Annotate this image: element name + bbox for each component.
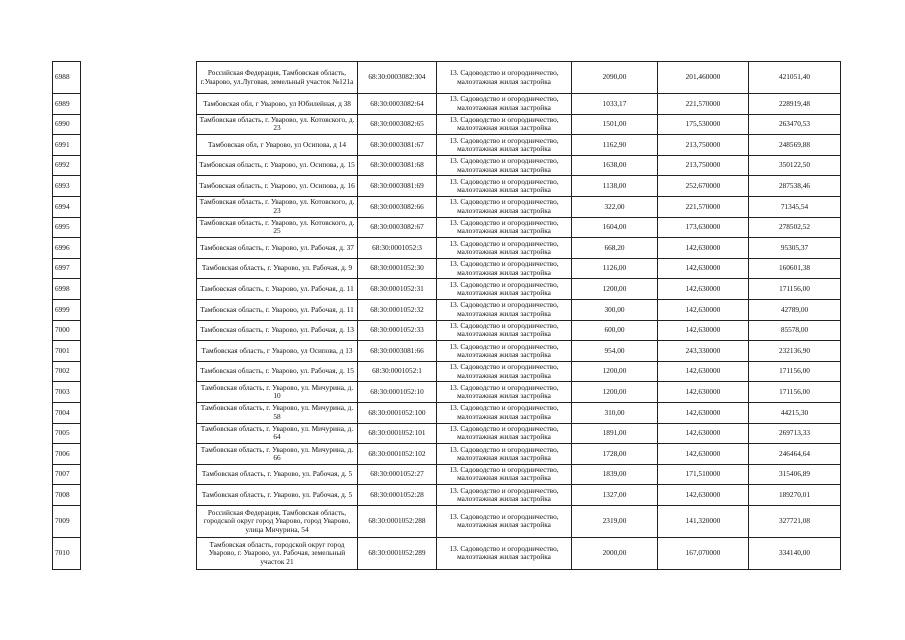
cadastral-value-cell: 85578,00 — [749, 320, 841, 341]
table-row — [53, 464, 841, 485]
cadastral-number-cell: 68:30:0003082:67 — [358, 217, 437, 238]
table-row — [53, 238, 841, 259]
address-cell: Тамбовская область, г. Уварово, ул. Мичурина, д. 10 — [197, 382, 358, 403]
spacer-cell — [81, 444, 197, 465]
permitted-use-cell: 13. Садоводство и огородничество, малоэтажная жилая застройка — [437, 444, 572, 465]
table-row — [53, 485, 841, 506]
permitted-use-cell: 13. Садоводство и огородничество, малоэтажная жилая застройка — [437, 258, 572, 279]
unit-value-cell: 175,530000 — [658, 114, 749, 135]
cadastral-value-cell: 44215,30 — [749, 402, 841, 423]
row-number: 7009 — [53, 505, 81, 537]
table-row — [53, 320, 841, 341]
cadastral-value-cell: 315406,89 — [749, 464, 841, 485]
cadastral-number-cell: 68:30:0001052:288 — [358, 505, 437, 537]
spacer-cell — [81, 341, 197, 362]
row-number: 7000 — [53, 320, 81, 341]
permitted-use-cell: 13. Садоводство и огородничество, малоэтажная жилая застройка — [437, 114, 572, 135]
cadastral-value-cell: 171156,00 — [749, 361, 841, 382]
area-cell: 1327,00 — [572, 485, 658, 506]
row-number: 6989 — [53, 94, 81, 115]
address-cell: Тамбовская область, г. Уварово, ул. Котовского, д. 25 — [197, 217, 358, 238]
spacer-cell — [81, 402, 197, 423]
address-cell: Тамбовская область, г. Уварово, ул. Рабочая, д. 11 — [197, 299, 358, 320]
row-number: 7006 — [53, 444, 81, 465]
area-cell: 1162,90 — [572, 135, 658, 156]
area-cell: 2319,00 — [572, 505, 658, 537]
cadastral-value-cell: 228919,48 — [749, 94, 841, 115]
address-cell: Тамбовская область, г. Уварово, ул. Мичурина, д. 58 — [197, 402, 358, 423]
cadastral-number-cell: 68:30:0003081:69 — [358, 176, 437, 197]
spacer-cell — [81, 135, 197, 156]
unit-value-cell: 221,570000 — [658, 94, 749, 115]
cadastral-number-cell: 68:30:0003082:65 — [358, 114, 437, 135]
row-number: 6993 — [53, 176, 81, 197]
cadastral-value-cell: 269713,33 — [749, 423, 841, 444]
cadastral-number-cell: 68:30:0001052:28 — [358, 485, 437, 506]
table-row — [53, 402, 841, 423]
spacer-cell — [81, 196, 197, 217]
cadastral-value-cell: 263470,53 — [749, 114, 841, 135]
address-cell: Тамбовская область, г. Уварово, ул. Мичурина, д. 64 — [197, 423, 358, 444]
row-number: 7005 — [53, 423, 81, 444]
spacer-cell — [81, 62, 197, 94]
unit-value-cell: 142,630000 — [658, 402, 749, 423]
permitted-use-cell: 13. Садоводство и огородничество, малоэтажная жилая застройка — [437, 341, 572, 362]
spacer-cell — [81, 94, 197, 115]
permitted-use-cell: 13. Садоводство и огородничество, малоэтажная жилая застройка — [437, 505, 572, 537]
permitted-use-cell: 13. Садоводство и огородничество, малоэтажная жилая застройка — [437, 464, 572, 485]
permitted-use-cell: 13. Садоводство и огородничество, малоэтажная жилая застройка — [437, 423, 572, 444]
permitted-use-cell: 13. Садоводство и огородничество, малоэтажная жилая застройка — [437, 299, 572, 320]
cadastral-value-cell: 421051,40 — [749, 62, 841, 94]
address-cell: Тамбовская область, г. Уварово, ул. Рабочая, д. 15 — [197, 361, 358, 382]
area-cell: 1604,00 — [572, 217, 658, 238]
unit-value-cell: 142,630000 — [658, 299, 749, 320]
unit-value-cell: 142,630000 — [658, 382, 749, 403]
cadastral-value-cell: 287538,46 — [749, 176, 841, 197]
cadastral-value-cell: 189270,01 — [749, 485, 841, 506]
unit-value-cell: 213,750000 — [658, 135, 749, 156]
cadastral-number-cell: 68:30:0003082:66 — [358, 196, 437, 217]
unit-value-cell: 142,630000 — [658, 423, 749, 444]
unit-value-cell: 142,630000 — [658, 320, 749, 341]
table-row — [53, 279, 841, 300]
cadastral-value-cell: 71345,54 — [749, 196, 841, 217]
spacer-cell — [81, 485, 197, 506]
row-number: 6992 — [53, 155, 81, 176]
cadastral-number-cell: 68:30:0001052:101 — [358, 423, 437, 444]
cadastral-value-cell: 350122,50 — [749, 155, 841, 176]
unit-value-cell: 243,330000 — [658, 341, 749, 362]
table-row — [53, 361, 841, 382]
area-cell: 300,00 — [572, 299, 658, 320]
cadastral-value-cell: 95305,37 — [749, 238, 841, 259]
table-row — [53, 217, 841, 238]
address-cell: Тамбовская обл, г Уварово, ул Осипова, д 14 — [197, 135, 358, 156]
row-number: 7010 — [53, 537, 81, 569]
table-row — [53, 341, 841, 362]
permitted-use-cell: 13. Садоводство и огородничество, малоэтажная жилая застройка — [437, 176, 572, 197]
area-cell: 2090,00 — [572, 62, 658, 94]
cadastral-number-cell: 68:30:0001052:33 — [358, 320, 437, 341]
permitted-use-cell: 13. Садоводство и огородничество, малоэтажная жилая застройка — [437, 537, 572, 569]
unit-value-cell: 142,630000 — [658, 485, 749, 506]
address-cell: Тамбовская область, городской округ город Уварово, г. Уварово, ул. Рабочая, земельный участок 21 — [197, 537, 358, 569]
area-cell: 1126,00 — [572, 258, 658, 279]
area-cell: 322,00 — [572, 196, 658, 217]
unit-value-cell: 142,630000 — [658, 361, 749, 382]
area-cell: 668,20 — [572, 238, 658, 259]
address-cell: Тамбовская область, г. Уварово, ул. Рабочая, д. 37 — [197, 238, 358, 259]
row-number: 6995 — [53, 217, 81, 238]
permitted-use-cell: 13. Садоводство и огородничество, малоэтажная жилая застройка — [437, 155, 572, 176]
unit-value-cell: 171,510000 — [658, 464, 749, 485]
table-row — [53, 94, 841, 115]
unit-value-cell: 141,320000 — [658, 505, 749, 537]
cadastral-value-cell: 246464,64 — [749, 444, 841, 465]
cadastral-number-cell: 68:30:0001052:1 — [358, 361, 437, 382]
cadastral-value-cell: 232136,90 — [749, 341, 841, 362]
permitted-use-cell: 13. Садоводство и огородничество, малоэтажная жилая застройка — [437, 485, 572, 506]
cadastral-number-cell: 68:30:0001052:289 — [358, 537, 437, 569]
unit-value-cell: 142,630000 — [658, 279, 749, 300]
address-cell: Тамбовская область, г. Уварово, ул. Осипова, д. 16 — [197, 176, 358, 197]
permitted-use-cell: 13. Садоводство и огородничество, малоэтажная жилая застройка — [437, 279, 572, 300]
row-number: 7007 — [53, 464, 81, 485]
permitted-use-cell: 13. Садоводство и огородничество, малоэтажная жилая застройка — [437, 217, 572, 238]
area-cell: 954,00 — [572, 341, 658, 362]
unit-value-cell: 213,750000 — [658, 155, 749, 176]
spacer-cell — [81, 279, 197, 300]
address-cell: Тамбовская область, г. Уварово, ул. Рабочая, д. 11 — [197, 279, 358, 300]
area-cell: 1200,00 — [572, 382, 658, 403]
row-number: 7002 — [53, 361, 81, 382]
permitted-use-cell: 13. Садоводство и огородничество, малоэтажная жилая застройка — [437, 135, 572, 156]
area-cell: 600,00 — [572, 320, 658, 341]
row-number: 7003 — [53, 382, 81, 403]
area-cell: 1200,00 — [572, 279, 658, 300]
cadastral-value-cell: 42789,00 — [749, 299, 841, 320]
unit-value-cell: 167,070000 — [658, 537, 749, 569]
area-cell: 1033,17 — [572, 94, 658, 115]
area-cell: 1638,00 — [572, 155, 658, 176]
permitted-use-cell: 13. Садоводство и огородничество, малоэтажная жилая застройка — [437, 238, 572, 259]
cadastral-value-cell: 171156,00 — [749, 382, 841, 403]
table-row — [53, 444, 841, 465]
table-row — [53, 62, 841, 94]
spacer-cell — [81, 382, 197, 403]
address-cell: Тамбовская область, г. Уварово, ул. Рабочая, д. 9 — [197, 258, 358, 279]
table-row — [53, 155, 841, 176]
table-row — [53, 135, 841, 156]
spacer-cell — [81, 114, 197, 135]
row-number: 6997 — [53, 258, 81, 279]
spacer-cell — [81, 320, 197, 341]
table-row — [53, 505, 841, 537]
table-row — [53, 299, 841, 320]
permitted-use-cell: 13. Садоводство и огородничество, малоэтажная жилая застройка — [437, 196, 572, 217]
table-row — [53, 382, 841, 403]
row-number: 6991 — [53, 135, 81, 156]
unit-value-cell: 142,630000 — [658, 444, 749, 465]
spacer-cell — [81, 464, 197, 485]
unit-value-cell: 221,570000 — [658, 196, 749, 217]
unit-value-cell: 142,630000 — [658, 238, 749, 259]
permitted-use-cell: 13. Садоводство и огородничество, малоэтажная жилая застройка — [437, 62, 572, 94]
area-cell: 310,00 — [572, 402, 658, 423]
table-row — [53, 258, 841, 279]
address-cell: Российская Федерация, Тамбовская область, городской округ город Уварово, город Уварово, улица Мичурина, 54 — [197, 505, 358, 537]
unit-value-cell: 201,460000 — [658, 62, 749, 94]
address-cell: Тамбовская область, г. Уварово, ул. Рабочая, д. 13 — [197, 320, 358, 341]
spacer-cell — [81, 176, 197, 197]
land-plot-table — [52, 61, 841, 570]
area-cell: 1728,00 — [572, 444, 658, 465]
cadastral-number-cell: 68:30:0001052:10 — [358, 382, 437, 403]
row-number: 6990 — [53, 114, 81, 135]
spacer-cell — [81, 537, 197, 569]
cadastral-number-cell: 68:30:0001052:32 — [358, 299, 437, 320]
address-cell: Российская Федерация, Тамбовская область, г.Уварово, ул.Луговая, земельный участок №121а — [197, 62, 358, 94]
area-cell: 1501,00 — [572, 114, 658, 135]
address-cell: Тамбовская область, г. Уварово, ул. Мичурина, д. 66 — [197, 444, 358, 465]
area-cell: 1200,00 — [572, 361, 658, 382]
cadastral-number-cell: 68:30:0003081:68 — [358, 155, 437, 176]
unit-value-cell: 252,670000 — [658, 176, 749, 197]
cadastral-value-cell: 334140,00 — [749, 537, 841, 569]
permitted-use-cell: 13. Садоводство и огородничество, малоэтажная жилая застройка — [437, 320, 572, 341]
cadastral-number-cell: 68:30:0001052:3 — [358, 238, 437, 259]
cadastral-value-cell: 160601,38 — [749, 258, 841, 279]
cadastral-number-cell: 68:30:0003081:67 — [358, 135, 437, 156]
address-cell: Тамбовская область, г. Уварово, ул. Котовского, д. 23 — [197, 114, 358, 135]
table-row — [53, 537, 841, 569]
address-cell: Тамбовская область, г. Уварово, ул. Рабочая, д. 5 — [197, 464, 358, 485]
table-body — [53, 62, 841, 570]
spacer-cell — [81, 258, 197, 279]
permitted-use-cell: 13. Садоводство и огородничество, малоэтажная жилая застройка — [437, 94, 572, 115]
cadastral-number-cell: 68:30:0001052:31 — [358, 279, 437, 300]
unit-value-cell: 173,630000 — [658, 217, 749, 238]
area-cell: 1891,00 — [572, 423, 658, 444]
spacer-cell — [81, 238, 197, 259]
spacer-cell — [81, 361, 197, 382]
address-cell: Тамбовская обл, г Уварово, ул Юбилейная, д 38 — [197, 94, 358, 115]
cadastral-number-cell: 68:30:0003082:64 — [358, 94, 437, 115]
row-number: 6999 — [53, 299, 81, 320]
spacer-cell — [81, 217, 197, 238]
area-cell: 2000,00 — [572, 537, 658, 569]
cadastral-value-cell: 278502,52 — [749, 217, 841, 238]
row-number: 6996 — [53, 238, 81, 259]
row-number: 7008 — [53, 485, 81, 506]
area-cell: 1138,00 — [572, 176, 658, 197]
cadastral-number-cell: 68:30:0001052:102 — [358, 444, 437, 465]
row-number: 6994 — [53, 196, 81, 217]
address-cell: Тамбовская область, г Уварово, ул Осипова, д 13 — [197, 341, 358, 362]
cadastral-number-cell: 68:30:0001052:27 — [358, 464, 437, 485]
permitted-use-cell: 13. Садоводство и огородничество, малоэтажная жилая застройка — [437, 402, 572, 423]
permitted-use-cell: 13. Садоводство и огородничество, малоэтажная жилая застройка — [437, 382, 572, 403]
cadastral-number-cell: 68:30:0001052:100 — [358, 402, 437, 423]
address-cell: Тамбовская область, г. Уварово, ул. Рабочая, д. 5 — [197, 485, 358, 506]
cadastral-number-cell: 68:30:0003082:304 — [358, 62, 437, 94]
table-row — [53, 423, 841, 444]
cadastral-value-cell: 327721,08 — [749, 505, 841, 537]
spacer-cell — [81, 299, 197, 320]
row-number: 7004 — [53, 402, 81, 423]
address-cell: Тамбовская область, г. Уварово, ул. Котовского, д. 23 — [197, 196, 358, 217]
permitted-use-cell: 13. Садоводство и огородничество, малоэтажная жилая застройка — [437, 361, 572, 382]
cadastral-value-cell: 171156,00 — [749, 279, 841, 300]
spacer-cell — [81, 505, 197, 537]
area-cell: 1839,00 — [572, 464, 658, 485]
spacer-cell — [81, 155, 197, 176]
cadastral-value-cell: 248569,88 — [749, 135, 841, 156]
table-row — [53, 196, 841, 217]
cadastral-number-cell: 68:30:0003081:66 — [358, 341, 437, 362]
table-row — [53, 176, 841, 197]
unit-value-cell: 142,630000 — [658, 258, 749, 279]
address-cell: Тамбовская область, г. Уварово, ул. Осипова, д. 15 — [197, 155, 358, 176]
row-number: 6998 — [53, 279, 81, 300]
table-row — [53, 114, 841, 135]
spacer-cell — [81, 423, 197, 444]
row-number: 6988 — [53, 62, 81, 94]
cadastral-number-cell: 68:30:0001052:30 — [358, 258, 437, 279]
row-number: 7001 — [53, 341, 81, 362]
